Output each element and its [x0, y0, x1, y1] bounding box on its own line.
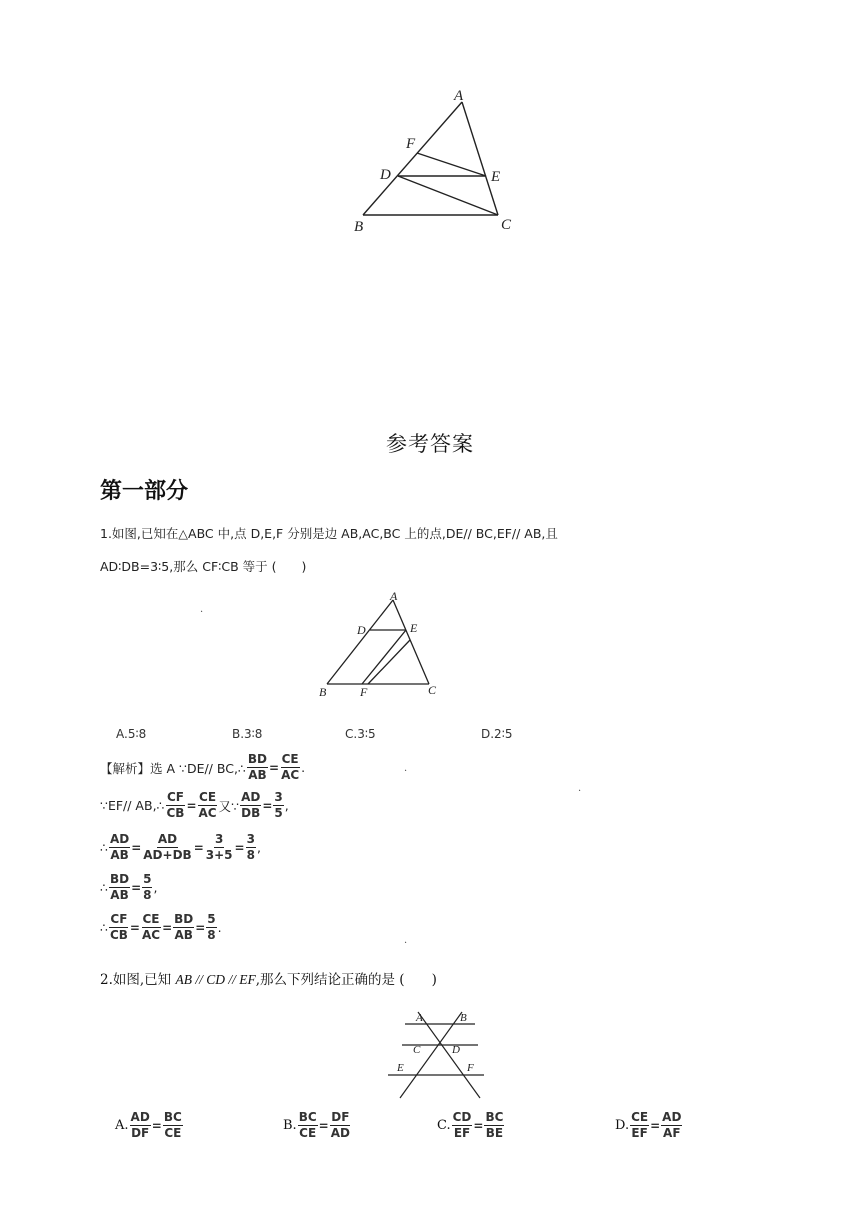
- fraction: $\frac{BC}{BE}$: [485, 1110, 504, 1140]
- fraction: $\frac{5}{8}$: [143, 872, 152, 902]
- q2-stem-math: AB // CD // EF: [175, 972, 256, 987]
- punctuation: .: [217, 920, 222, 935]
- fraction: $\frac{CD}{EF}$: [452, 1110, 472, 1140]
- segment-fe: [417, 153, 486, 176]
- punctuation: ,: [256, 840, 261, 855]
- fraction: $\frac{BC}{CE}$: [163, 1110, 182, 1140]
- label-b: B: [354, 219, 364, 235]
- segment-ab: [327, 600, 393, 684]
- label-f: F: [360, 685, 368, 699]
- therefore-sign: ∴: [100, 920, 108, 935]
- label-c: C: [501, 217, 512, 233]
- label-b: B: [460, 1012, 467, 1024]
- equals-sign: =: [234, 840, 245, 855]
- q1-solution-line4: [100, 872, 157, 903]
- label-b: B: [319, 685, 327, 699]
- fraction: $\frac{AD}{DF}$: [130, 1110, 150, 1140]
- label-a: A: [390, 589, 398, 603]
- fraction: $\frac{CE}{AC}$: [198, 790, 217, 820]
- solution-text: 【解析】选 A ∵DE// BC,∴: [100, 760, 246, 776]
- equals-sign: =: [129, 920, 140, 935]
- label-f: F: [467, 1062, 474, 1074]
- equals-sign: =: [131, 880, 142, 895]
- q1-option-b[interactable]: B.3∶8: [232, 727, 263, 741]
- part-title: 第一部分: [100, 478, 189, 504]
- transversal-1: [418, 1012, 480, 1098]
- q1-stem-line2: AD∶DB=3∶5,那么 CF∶CB 等于 ( ): [100, 559, 307, 574]
- solution-text: 又∵: [218, 798, 240, 814]
- equals-sign: =: [262, 798, 273, 813]
- label-d: D: [452, 1044, 460, 1056]
- equals-sign: =: [473, 1118, 484, 1133]
- segment-ef: [362, 630, 406, 684]
- fraction: $\frac{AD}{AF}$: [662, 1110, 682, 1140]
- q1-option-d[interactable]: D.2∶5: [481, 727, 513, 741]
- fraction: $\frac{BC}{CE}$: [298, 1110, 317, 1140]
- label-c: C: [428, 683, 437, 697]
- fraction: $\frac{CE}{EF}$: [631, 1110, 649, 1140]
- fraction: $\frac{5}{8}$: [207, 912, 216, 942]
- segment-ac: [462, 102, 501, 215]
- equals-sign: =: [195, 920, 206, 935]
- punctuation: ,: [153, 880, 158, 895]
- fraction: $\frac{3}{5}$: [274, 790, 283, 820]
- fraction: $\frac{BD}{AB}$: [174, 912, 194, 942]
- top-triangle-figure: [340, 82, 530, 242]
- fraction: $\frac{BD}{AB}$: [109, 872, 130, 902]
- stray-dot: ·: [578, 786, 582, 797]
- fraction: $\frac{AD}{AB}$: [109, 832, 130, 862]
- fraction: $\frac{AD}{AD+DB}$: [143, 832, 192, 862]
- segment-ac: [393, 600, 429, 684]
- q1-option-a[interactable]: A.5∶8: [116, 727, 147, 741]
- segment-inner: [368, 640, 410, 684]
- fraction: $\frac{CF}{CB}$: [166, 790, 185, 820]
- punctuation: ,: [284, 798, 289, 813]
- segment-dc: [398, 176, 498, 215]
- q1-solution-line2: [100, 790, 289, 821]
- q2-stem-pre: 2.如图,已知: [100, 972, 176, 988]
- q1-stem-line1: 1.如图,已知在△ABC 中,点 D,E,F 分别是边 AB,AC,BC 上的点,DE// BC,EF// AB,且: [100, 526, 558, 541]
- equals-sign: =: [186, 798, 197, 813]
- q1-solution-line1: [100, 752, 305, 783]
- equals-sign: =: [151, 1118, 162, 1133]
- q1-option-c[interactable]: C.3∶5: [345, 727, 376, 741]
- stray-dot: ·: [404, 766, 408, 777]
- fraction: $\frac{CE}{AC}$: [141, 912, 161, 942]
- label-e: E: [410, 621, 418, 635]
- equals-sign: =: [131, 840, 142, 855]
- q2-option-b[interactable]: [283, 1110, 352, 1141]
- fraction: $\frac{BD}{AB}$: [247, 752, 267, 782]
- q2-figure: [380, 1000, 490, 1104]
- segment-ab: [363, 102, 462, 215]
- q1-figure: [310, 588, 450, 700]
- option-letter: B.: [283, 1118, 297, 1133]
- fraction: $\frac{3}{8}$: [246, 832, 255, 862]
- label-d: D: [357, 623, 366, 637]
- equals-sign: =: [193, 840, 204, 855]
- label-c: C: [413, 1044, 421, 1056]
- q2-stem-post: ,那么下列结论正确的是 ( ): [255, 972, 437, 988]
- stray-dot: ·: [404, 938, 408, 949]
- label-f: F: [406, 136, 416, 152]
- label-a: A: [416, 1012, 423, 1024]
- stray-dot: ·: [200, 607, 204, 618]
- q2-option-c[interactable]: [437, 1110, 505, 1141]
- option-letter: C.: [437, 1118, 451, 1133]
- fraction: $\frac{CF}{CB}$: [109, 912, 128, 942]
- equals-sign: =: [269, 760, 280, 775]
- fraction: $\frac{3}{3+5}$: [205, 832, 233, 862]
- equals-sign: =: [650, 1118, 661, 1133]
- equals-sign: =: [318, 1118, 329, 1133]
- fraction: $\frac{DF}{AD}$: [330, 1110, 350, 1140]
- label-e: E: [397, 1062, 404, 1074]
- therefore-sign: ∴: [100, 840, 108, 855]
- q1-solution-line3: [100, 832, 261, 863]
- label-d: D: [380, 167, 391, 183]
- q2-option-d[interactable]: [615, 1110, 683, 1141]
- q2-stem: [100, 968, 437, 988]
- answer-title: 参考答案: [386, 432, 474, 456]
- solution-text: ∵EF// AB,∴: [100, 798, 165, 813]
- fraction: $\frac{CE}{AC}$: [281, 752, 300, 782]
- option-letter: D.: [615, 1118, 630, 1133]
- option-letter: A.: [115, 1118, 129, 1133]
- label-e: E: [491, 169, 501, 185]
- equals-sign: =: [162, 920, 173, 935]
- therefore-sign: ∴: [100, 880, 108, 895]
- fraction: $\frac{AD}{DB}$: [241, 790, 261, 820]
- q2-option-a[interactable]: [115, 1110, 184, 1141]
- label-a: A: [454, 88, 464, 104]
- punctuation: .: [301, 760, 306, 775]
- q1-solution-line5: [100, 912, 222, 943]
